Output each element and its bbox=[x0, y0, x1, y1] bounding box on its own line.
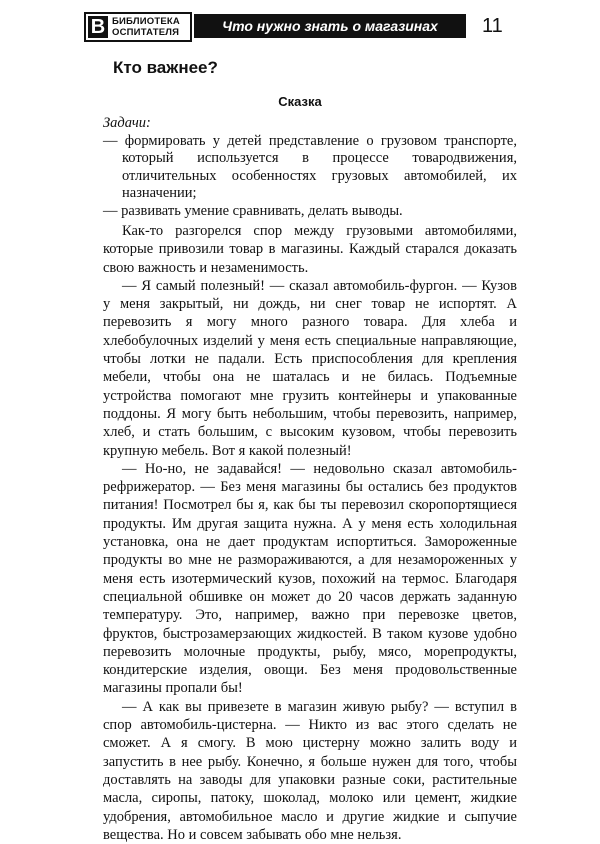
tasks-block bbox=[103, 115, 517, 220]
story-paragraph: — А как вы привезете в магазин живую рыбу? — вступил в спор автомобиль-цистерна. — Никто из вас этого сделать не сможет. А я смогу. В мою цистерну можно залить воду и запустить в нее рыбу. Конечно, я больше нужен для того, чтобы доставлять на заводы для упаковки разные соки, растительные масла, сиропы, патоку, шоколад, молоко или цемент, жидкие удобрения, автомобильное масло и другие жидкие и сыпучие вещества. Но и совсем забывать обо мне нельзя. bbox=[103, 698, 517, 843]
tasks-label: Задачи: bbox=[103, 115, 151, 131]
task-item: — развивать умение сравнивать, делать выводы. bbox=[103, 202, 403, 219]
section-title: Кто важнее? bbox=[113, 58, 218, 77]
logo-line-2: ОСПИТАТЕЛЯ bbox=[112, 27, 180, 38]
story-paragraph: — Но-но, не задавайся! — недовольно сказал автомобиль-рефрижератор. — Без меня магазины бы остались без продуктов питания! Посмотрел бы я, как бы ты перевозил скоропортящиеся продукты. Им другая защита нужна. А у меня есть холодильная установка, она не дает продуктам испортиться. Замороженные продукты во мне не размораживаются, а для незамороженных у меня есть изотермический кузов, похожий на термос. Благодаря специальной обшивке он может до 20 часов держать заданную температуру. Это, например, важно при перевозке цветов, фруктов, быстрозамерзающих жидкостей. В таком кузове удобно перевозить молочные продукты, рыбу, мясо, морепродукты, кондитерские изделия, овощи. Без меня продовольственные магазины пропали бы! bbox=[103, 460, 517, 697]
story-paragraph: Как-то разгорелся спор между грузовыми автомобилями, которые привозили товар в магазины. Каждый старался доказать свою важность и незаменимость. bbox=[103, 223, 517, 276]
story-paragraph: — Я самый полезный! — сказал автомобиль-фургон. — Кузов у меня закрытый, ни дождь, ни снег товар не испортят. А перевозить я могу много разного товара. Для хлеба и хлебобулочных изделий у меня есть специальные направляющие, чтобы лотки не падали. Есть приспособления для крепления мебели, чтобы она не шаталась и не билась. Подъемные устройства помогают мне грузить контейнеры и упакованные поддоны. Я могу быть небольшим, чтобы перевозить, например, хлеб, и стать большим, с высоким кузовом, чтобы перевозить крупную мебель. Вот я какой полезный! bbox=[103, 277, 517, 459]
logo-letter: В bbox=[88, 16, 108, 38]
logo-text bbox=[112, 16, 180, 38]
story-text bbox=[103, 222, 517, 844]
logo-line-1: БИБЛИОТЕКА bbox=[112, 16, 180, 27]
task-item: — формировать у детей представление о грузовом транспорте, который используется в процессе товародвижения, отличительных особенностях грузовых автомобилей, их назначении; bbox=[103, 132, 517, 201]
running-title: Что нужно знать о магазинах bbox=[194, 14, 466, 38]
page-number: 11 bbox=[482, 15, 503, 37]
series-logo bbox=[84, 12, 192, 42]
subtitle: Сказка bbox=[278, 94, 322, 109]
page-header bbox=[84, 12, 516, 42]
